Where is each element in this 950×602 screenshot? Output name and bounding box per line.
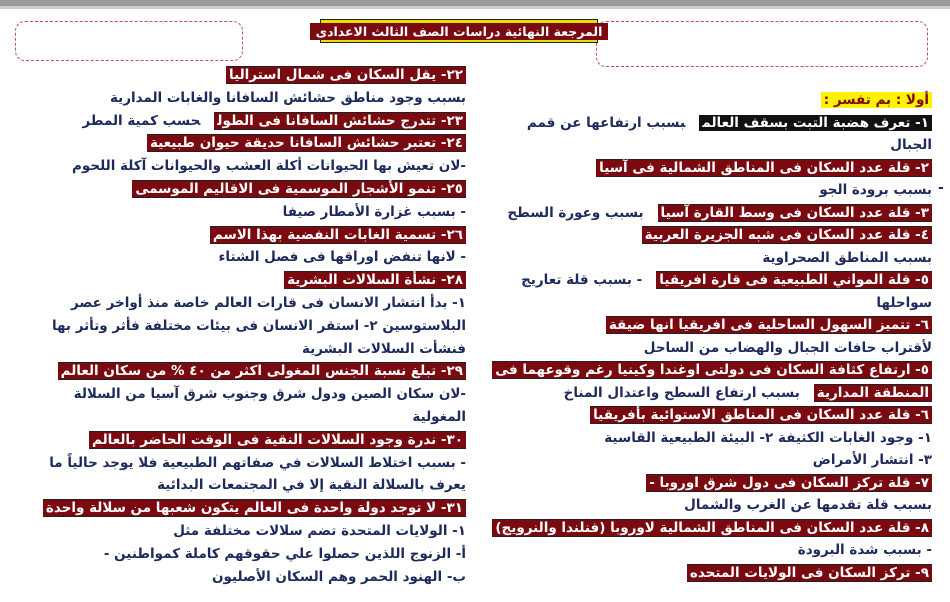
question-line [58, 362, 466, 380]
left-decorative-frame [15, 21, 243, 61]
question-line [43, 499, 466, 517]
question-line [132, 180, 466, 198]
question-text: ٢٢- يقل السكان فى شمال استراليا [226, 66, 466, 84]
question-text: المنطقة المدارية [814, 384, 932, 402]
answer-inline-text: بسبب وعورة السطح [507, 204, 644, 221]
answer-line [212, 568, 466, 586]
question-text: ٢٣- تتدرج حشائش السافانا فى الطول [214, 112, 466, 130]
question-text: ٦- قلة عدد السكان فى المناطق الاستوائية بأفريقيا [590, 406, 932, 424]
answer-line [819, 181, 932, 199]
answer-line [412, 408, 466, 426]
question-text: ٣٠- ندرة وجود السلالات النقية فى الوقت الحاضر بالعالم [89, 431, 466, 449]
right-column [478, 91, 932, 602]
answer-line [813, 451, 932, 469]
question-line [821, 91, 932, 109]
answer-line [762, 249, 932, 267]
answer-line [876, 294, 932, 312]
question-text: ٥- قلة المواني الطبيعية فى قارة افريقيا [656, 271, 932, 289]
margin-bullet: - [938, 180, 944, 196]
question-line [147, 134, 466, 152]
answer-line [644, 339, 932, 357]
question-line [492, 361, 932, 379]
answer-text: ب- الهنود الحمر وهم السكان الأصليون [211, 568, 466, 585]
answer-line [72, 157, 466, 175]
answer-line [684, 496, 932, 514]
answer-text: المغولية [412, 409, 466, 425]
question-line [596, 159, 932, 177]
question-text: ٢٥- تنمو الأشجار الموسمية فى الاقاليم الموسمى [132, 180, 466, 198]
question-text: أولا : بم تفسر : [821, 92, 932, 108]
question-line [82, 112, 466, 130]
question-text: ٢٤- تعتبر حشائش السافانا حديقة حيوان طبيعية [147, 134, 466, 152]
question-text: ٢٩- تبلغ نسبة الجنس المغولى اكثر من ٤٠ % من سكان العالم [58, 362, 466, 380]
question-text: ١- تعرف هضبة التبت بسقف العالم [699, 115, 932, 131]
answer-text: يعرف بالسلالة النقية إلا في المجتمعات البدائية [157, 477, 466, 494]
answer-line [110, 89, 466, 107]
answer-inline-text: - بسبب قلة تعاريج [521, 272, 643, 288]
question-text: ٢٨- نشأة السلالات البشرية [284, 271, 466, 289]
answer-line [71, 294, 466, 312]
question-line [642, 226, 932, 244]
answer-text: ١- الولايات المتحدة تضم سلالات مختلفة مثل [173, 523, 466, 539]
question-line [89, 431, 466, 449]
answer-text: - بسبب اختلاط السلالات في صفاتهم الطبيعية فلا يوجد حالياً ما [49, 454, 466, 471]
question-text: ٨- قلة عدد السكان فى المناطق الشمالية لاوروبا (فنلندا والنرويج) [492, 519, 932, 537]
question-line [606, 316, 932, 334]
answer-line [157, 476, 466, 494]
answer-text: بسبب وجود مناطق حشائش السافانا والغابات المدارية [109, 89, 466, 106]
answer-text: بسبب المناطق الصحراوية [762, 249, 932, 266]
question-text: ٦- تتميز السهول الساحلية فى افريقيا انها ضيقة [606, 316, 932, 334]
answer-text: بسبب قلة تقدمها عن الغرب والشمال [684, 497, 932, 513]
question-line [590, 406, 932, 424]
answer-line [798, 541, 932, 559]
question-line [492, 519, 932, 537]
question-line [226, 66, 466, 84]
answer-line [604, 429, 932, 447]
answer-inline-text: بسبب ارتفاعها عن قمم [526, 114, 686, 131]
question-line [646, 474, 932, 492]
question-text: ٤- قلة عدد السكان فى شبه الجزيرة العربية [642, 226, 932, 244]
question-text: ٥- ارتفاع كثافة السكان فى دولتى اوغندا وكينيا رغم وقوعهما فى [492, 361, 932, 379]
answer-text: لأقتراب حافات الجبال والهضاب من الساحل [643, 339, 932, 356]
answer-line [173, 522, 466, 540]
answer-text: سواحلها [876, 294, 932, 311]
question-line [507, 204, 932, 222]
question-text: ٣- قلة عدد السكان فى وسط القارة آسيا [658, 204, 932, 222]
question-line [687, 564, 932, 582]
question-line [527, 114, 932, 132]
answer-line [74, 385, 466, 403]
answer-text: ١- بدأ انتشار الانسان فى قارات العالم خاصة منذ أواخر عصر [70, 295, 466, 311]
answer-text: - لانها تنفض اوراقها فى فصل الشتاء [218, 249, 466, 266]
answer-text: فنشأت السلالات البشرية [301, 340, 466, 357]
answer-inline-text: بسبب ارتفاع السطح واعتدال المناخ [563, 384, 800, 401]
left-column [8, 66, 466, 602]
answer-line [52, 317, 466, 335]
answer-line [104, 545, 466, 563]
answer-text: - بسبب غزارة الأمطار صيفا [282, 203, 466, 220]
answer-text: ٣- انتشار الأمراض [812, 452, 932, 468]
answer-line [890, 136, 932, 154]
question-text: ٢٦- تسمية الغابات النفضية بهذا الاسم [210, 226, 466, 244]
right-decorative-frame [596, 21, 928, 67]
answer-text: -لان تعيش بها الحيوانات أكلة العشب والحيوانات آكلة اللحوم [72, 158, 466, 175]
answer-text: - بسبب شدة البرودة [797, 542, 932, 558]
answer-text: الجبال [890, 137, 932, 153]
answer-line [302, 340, 466, 358]
answer-text: بسبب برودة الجو [819, 182, 932, 198]
top-bar-shadow [0, 6, 950, 9]
question-line [284, 271, 466, 289]
answer-text: أ- الزنوج اللذين حصلوا علي حقوقهم كاملة كمواطنين - [103, 545, 466, 562]
answer-inline-text: حسب كمية المطر [82, 112, 201, 129]
question-text: ٢- قلة عدد السكان فى المناطق الشمالية فى آسيا [596, 159, 932, 177]
question-text: ٧- قلة تركز السكان فى دول شرق اوروبا - [646, 474, 932, 492]
question-text: ٩- تركز السكان فى الولايات المتحده [687, 564, 932, 582]
question-line [521, 271, 932, 289]
question-text: ٣١- لا توجد دولة واحدة فى العالم يتكون شعبها من سلالة واحدة [43, 499, 466, 517]
question-line [564, 384, 932, 402]
answer-line [283, 203, 466, 221]
answer-text: -لان سكان الصين ودول شرق وجنوب شرق آسيا من السلالة [73, 386, 466, 403]
answer-line [49, 454, 466, 472]
title-banner [315, 19, 603, 43]
page-title: المرجعة النهائية دراسات الصف الثالث الاعدادى [310, 23, 609, 40]
answer-text: البلاستوسين ٢- استقر الانسان فى بيئات مختلفة فأثر وتأثر بها [51, 317, 466, 334]
question-line [210, 226, 466, 244]
answer-line [219, 248, 466, 266]
answer-text: ١- وجود الغابات الكثيفة ٢- البيئة الطبيعية القاسية [604, 429, 932, 446]
